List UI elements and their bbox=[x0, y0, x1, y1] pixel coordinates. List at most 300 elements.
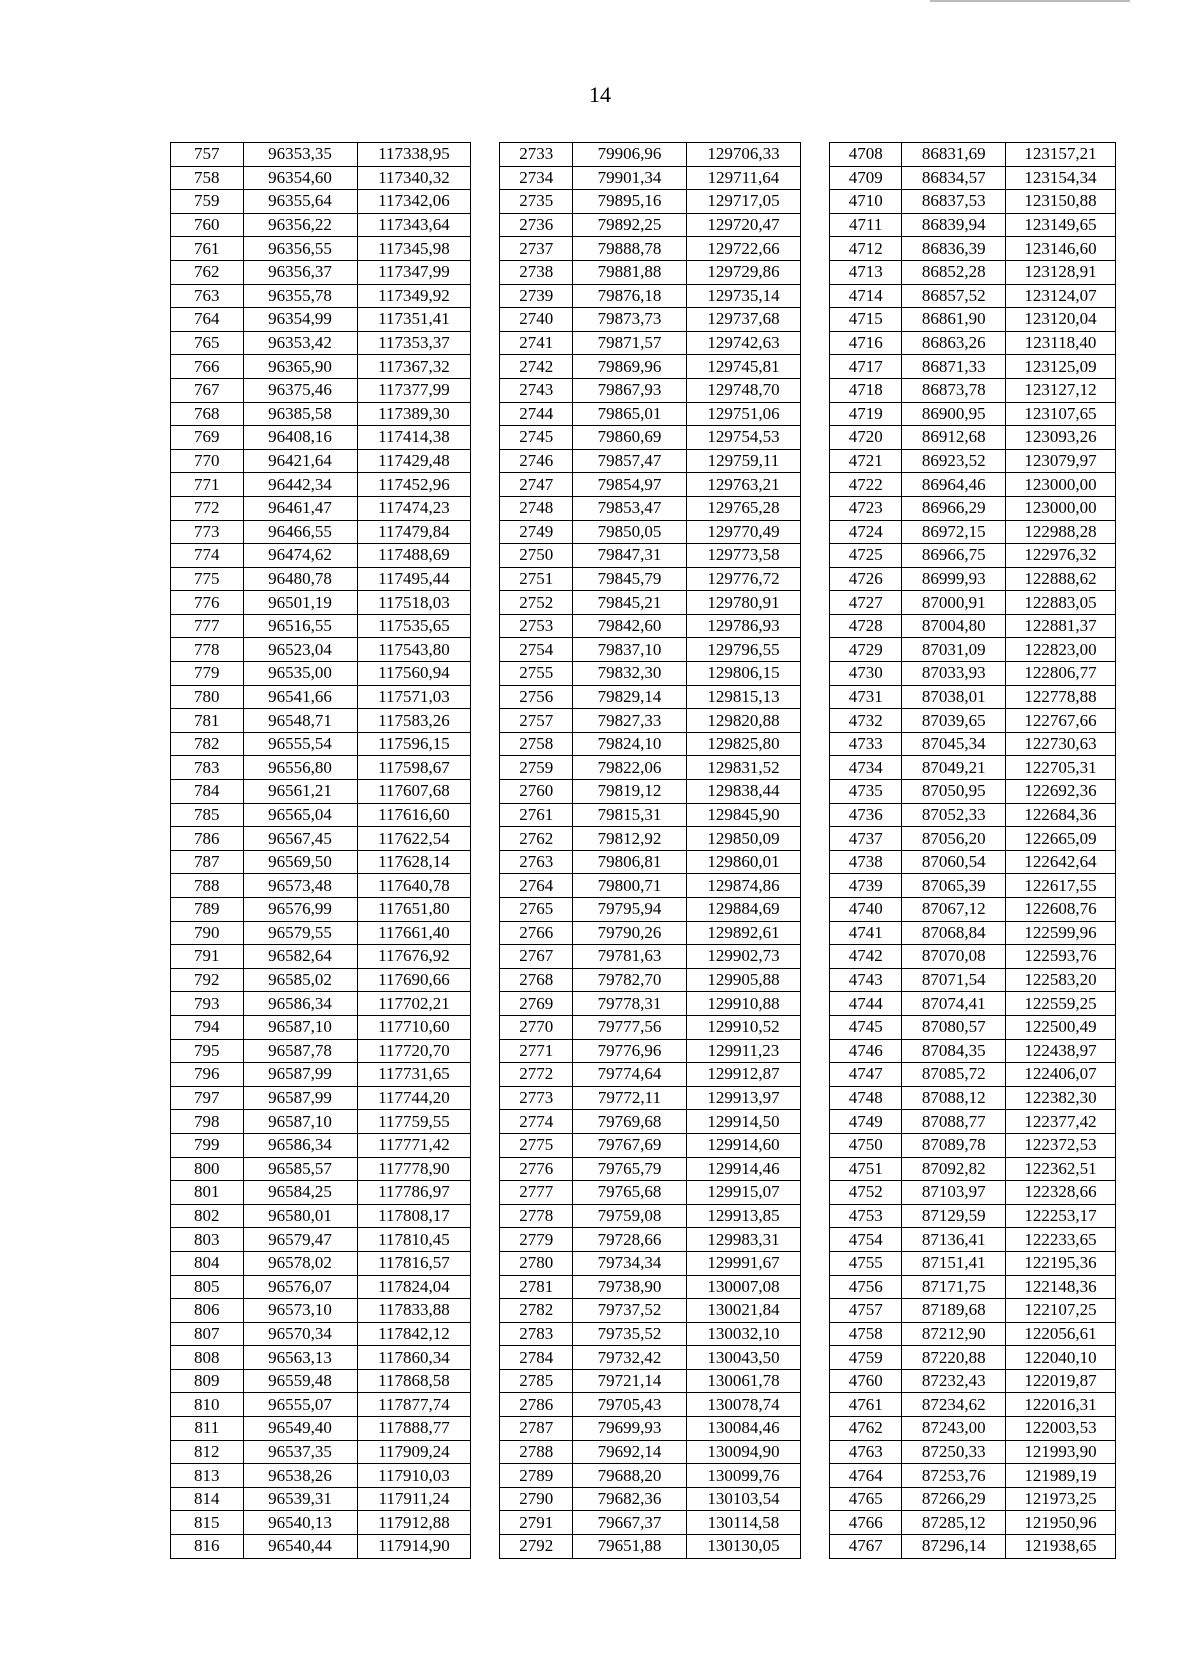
x-coordinate-cell: 87060,54 bbox=[902, 850, 1006, 874]
x-coordinate-cell: 96356,22 bbox=[243, 213, 357, 237]
x-coordinate-cell: 87074,41 bbox=[902, 992, 1006, 1016]
x-coordinate-cell: 96501,19 bbox=[243, 591, 357, 615]
point-number-cell: 4735 bbox=[829, 780, 902, 804]
y-coordinate-cell: 122608,76 bbox=[1006, 898, 1116, 922]
point-number-cell: 786 bbox=[171, 827, 244, 851]
column-group-gap bbox=[800, 1015, 829, 1039]
column-group-gap bbox=[800, 190, 829, 214]
point-number-cell: 2738 bbox=[500, 260, 573, 284]
point-number-cell: 2770 bbox=[500, 1015, 573, 1039]
table-row bbox=[171, 1133, 1116, 1157]
x-coordinate-cell: 86900,95 bbox=[902, 402, 1006, 426]
y-coordinate-cell: 130103,54 bbox=[686, 1487, 800, 1511]
x-coordinate-cell: 79759,08 bbox=[573, 1204, 687, 1228]
y-coordinate-cell: 121993,90 bbox=[1006, 1440, 1116, 1464]
table-row bbox=[171, 520, 1116, 544]
column-group-gap bbox=[800, 921, 829, 945]
point-number-cell: 801 bbox=[171, 1181, 244, 1205]
y-coordinate-cell: 117342,06 bbox=[357, 190, 471, 214]
page-number: 14 bbox=[589, 82, 611, 107]
y-coordinate-cell: 129806,15 bbox=[686, 662, 800, 686]
point-number-cell: 792 bbox=[171, 968, 244, 992]
column-group-gap bbox=[471, 638, 500, 662]
y-coordinate-cell: 130061,78 bbox=[686, 1369, 800, 1393]
y-coordinate-cell: 117824,04 bbox=[357, 1275, 471, 1299]
x-coordinate-cell: 96556,80 bbox=[243, 756, 357, 780]
table-row bbox=[171, 732, 1116, 756]
y-coordinate-cell: 129742,63 bbox=[686, 331, 800, 355]
x-coordinate-cell: 96540,13 bbox=[243, 1511, 357, 1535]
x-coordinate-cell: 96573,48 bbox=[243, 874, 357, 898]
y-coordinate-cell: 129845,90 bbox=[686, 803, 800, 827]
column-group-gap bbox=[800, 898, 829, 922]
point-number-cell: 802 bbox=[171, 1204, 244, 1228]
column-group-gap bbox=[800, 331, 829, 355]
column-group-gap bbox=[800, 166, 829, 190]
point-number-cell: 4736 bbox=[829, 803, 902, 827]
y-coordinate-cell: 122253,17 bbox=[1006, 1204, 1116, 1228]
y-coordinate-cell: 117389,30 bbox=[357, 402, 471, 426]
column-group-gap bbox=[471, 378, 500, 402]
x-coordinate-cell: 79735,52 bbox=[573, 1322, 687, 1346]
point-number-cell: 782 bbox=[171, 732, 244, 756]
y-coordinate-cell: 129831,52 bbox=[686, 756, 800, 780]
column-group-gap bbox=[471, 190, 500, 214]
point-number-cell: 4725 bbox=[829, 544, 902, 568]
table-row bbox=[171, 1417, 1116, 1441]
point-number-cell: 4752 bbox=[829, 1181, 902, 1205]
column-group-gap bbox=[800, 378, 829, 402]
y-coordinate-cell: 122806,77 bbox=[1006, 662, 1116, 686]
point-number-cell: 763 bbox=[171, 284, 244, 308]
point-number-cell: 797 bbox=[171, 1086, 244, 1110]
column-group-gap bbox=[800, 1181, 829, 1205]
x-coordinate-cell: 79776,96 bbox=[573, 1039, 687, 1063]
x-coordinate-cell: 96408,16 bbox=[243, 426, 357, 450]
y-coordinate-cell: 129884,69 bbox=[686, 898, 800, 922]
point-number-cell: 4718 bbox=[829, 378, 902, 402]
column-group-gap bbox=[800, 709, 829, 733]
point-number-cell: 814 bbox=[171, 1487, 244, 1511]
x-coordinate-cell: 96385,58 bbox=[243, 402, 357, 426]
x-coordinate-cell: 96570,34 bbox=[243, 1322, 357, 1346]
column-group-gap bbox=[471, 1417, 500, 1441]
x-coordinate-cell: 87068,84 bbox=[902, 921, 1006, 945]
table-row bbox=[171, 402, 1116, 426]
y-coordinate-cell: 117810,45 bbox=[357, 1228, 471, 1252]
point-number-cell: 2762 bbox=[500, 827, 573, 851]
point-number-cell: 783 bbox=[171, 756, 244, 780]
point-number-cell: 4741 bbox=[829, 921, 902, 945]
y-coordinate-cell: 117651,80 bbox=[357, 898, 471, 922]
column-group-gap bbox=[471, 331, 500, 355]
x-coordinate-cell: 96586,34 bbox=[243, 992, 357, 1016]
point-number-cell: 4727 bbox=[829, 591, 902, 615]
x-coordinate-cell: 87065,39 bbox=[902, 874, 1006, 898]
x-coordinate-cell: 87067,12 bbox=[902, 898, 1006, 922]
y-coordinate-cell: 129706,33 bbox=[686, 143, 800, 167]
point-number-cell: 809 bbox=[171, 1369, 244, 1393]
point-number-cell: 811 bbox=[171, 1417, 244, 1441]
y-coordinate-cell: 123128,91 bbox=[1006, 260, 1116, 284]
column-group-gap bbox=[471, 1275, 500, 1299]
point-number-cell: 2758 bbox=[500, 732, 573, 756]
y-coordinate-cell: 117338,95 bbox=[357, 143, 471, 167]
y-coordinate-cell: 123127,12 bbox=[1006, 378, 1116, 402]
table-row bbox=[171, 237, 1116, 261]
point-number-cell: 2760 bbox=[500, 780, 573, 804]
point-number-cell: 787 bbox=[171, 850, 244, 874]
x-coordinate-cell: 79832,30 bbox=[573, 662, 687, 686]
x-coordinate-cell: 79688,20 bbox=[573, 1464, 687, 1488]
table-row bbox=[171, 803, 1116, 827]
column-group-gap bbox=[471, 709, 500, 733]
y-coordinate-cell: 130114,58 bbox=[686, 1511, 800, 1535]
x-coordinate-cell: 87136,41 bbox=[902, 1228, 1006, 1252]
point-number-cell: 4744 bbox=[829, 992, 902, 1016]
column-group-gap bbox=[800, 1322, 829, 1346]
y-coordinate-cell: 129914,46 bbox=[686, 1157, 800, 1181]
point-number-cell: 789 bbox=[171, 898, 244, 922]
y-coordinate-cell: 129914,60 bbox=[686, 1133, 800, 1157]
point-number-cell: 2778 bbox=[500, 1204, 573, 1228]
column-group-gap bbox=[471, 1511, 500, 1535]
table-row bbox=[171, 166, 1116, 190]
column-group-gap bbox=[471, 1086, 500, 1110]
x-coordinate-cell: 87000,91 bbox=[902, 591, 1006, 615]
point-number-cell: 2781 bbox=[500, 1275, 573, 1299]
column-group-gap bbox=[800, 1487, 829, 1511]
y-coordinate-cell: 122976,32 bbox=[1006, 544, 1116, 568]
x-coordinate-cell: 96573,10 bbox=[243, 1299, 357, 1323]
point-number-cell: 2765 bbox=[500, 898, 573, 922]
column-group-gap bbox=[471, 1369, 500, 1393]
y-coordinate-cell: 123120,04 bbox=[1006, 308, 1116, 332]
point-number-cell: 2750 bbox=[500, 544, 573, 568]
x-coordinate-cell: 79692,14 bbox=[573, 1440, 687, 1464]
point-number-cell: 2734 bbox=[500, 166, 573, 190]
point-number-cell: 2759 bbox=[500, 756, 573, 780]
y-coordinate-cell: 122988,28 bbox=[1006, 520, 1116, 544]
y-coordinate-cell: 129860,01 bbox=[686, 850, 800, 874]
point-number-cell: 4751 bbox=[829, 1157, 902, 1181]
point-number-cell: 781 bbox=[171, 709, 244, 733]
table-row bbox=[171, 1464, 1116, 1488]
y-coordinate-cell: 129717,05 bbox=[686, 190, 800, 214]
x-coordinate-cell: 87084,35 bbox=[902, 1039, 1006, 1063]
point-number-cell: 772 bbox=[171, 496, 244, 520]
y-coordinate-cell: 122617,55 bbox=[1006, 874, 1116, 898]
x-coordinate-cell: 79795,94 bbox=[573, 898, 687, 922]
y-coordinate-cell: 130130,05 bbox=[686, 1535, 800, 1559]
table-row bbox=[171, 213, 1116, 237]
x-coordinate-cell: 79815,31 bbox=[573, 803, 687, 827]
y-coordinate-cell: 122881,37 bbox=[1006, 614, 1116, 638]
column-group-gap bbox=[800, 308, 829, 332]
point-number-cell: 4749 bbox=[829, 1110, 902, 1134]
y-coordinate-cell: 129911,23 bbox=[686, 1039, 800, 1063]
point-number-cell: 4757 bbox=[829, 1299, 902, 1323]
x-coordinate-cell: 79824,10 bbox=[573, 732, 687, 756]
x-coordinate-cell: 86836,39 bbox=[902, 237, 1006, 261]
point-number-cell: 794 bbox=[171, 1015, 244, 1039]
y-coordinate-cell: 117786,97 bbox=[357, 1181, 471, 1205]
point-number-cell: 2749 bbox=[500, 520, 573, 544]
table-row bbox=[171, 1228, 1116, 1252]
x-coordinate-cell: 79857,47 bbox=[573, 449, 687, 473]
column-group-gap bbox=[471, 685, 500, 709]
point-number-cell: 768 bbox=[171, 402, 244, 426]
y-coordinate-cell: 117598,67 bbox=[357, 756, 471, 780]
x-coordinate-cell: 86966,29 bbox=[902, 496, 1006, 520]
x-coordinate-cell: 96353,35 bbox=[243, 143, 357, 167]
column-group-gap bbox=[800, 1157, 829, 1181]
point-number-cell: 2756 bbox=[500, 685, 573, 709]
y-coordinate-cell: 129820,88 bbox=[686, 709, 800, 733]
point-number-cell: 766 bbox=[171, 355, 244, 379]
point-number-cell: 4726 bbox=[829, 567, 902, 591]
x-coordinate-cell: 79837,10 bbox=[573, 638, 687, 662]
y-coordinate-cell: 117640,78 bbox=[357, 874, 471, 898]
y-coordinate-cell: 117676,92 bbox=[357, 945, 471, 969]
x-coordinate-cell: 96549,40 bbox=[243, 1417, 357, 1441]
column-group-gap bbox=[471, 426, 500, 450]
column-group-gap bbox=[800, 756, 829, 780]
y-coordinate-cell: 122056,61 bbox=[1006, 1322, 1116, 1346]
column-group-gap bbox=[471, 874, 500, 898]
point-number-cell: 4719 bbox=[829, 402, 902, 426]
x-coordinate-cell: 79705,43 bbox=[573, 1393, 687, 1417]
point-number-cell: 779 bbox=[171, 662, 244, 686]
point-number-cell: 784 bbox=[171, 780, 244, 804]
point-number-cell: 813 bbox=[171, 1464, 244, 1488]
x-coordinate-cell: 96579,55 bbox=[243, 921, 357, 945]
y-coordinate-cell: 117414,38 bbox=[357, 426, 471, 450]
column-group-gap bbox=[471, 732, 500, 756]
column-group-gap bbox=[471, 1535, 500, 1559]
x-coordinate-cell: 86999,93 bbox=[902, 567, 1006, 591]
column-group-gap bbox=[471, 803, 500, 827]
point-number-cell: 806 bbox=[171, 1299, 244, 1323]
point-number-cell: 2741 bbox=[500, 331, 573, 355]
y-coordinate-cell: 117596,15 bbox=[357, 732, 471, 756]
point-number-cell: 807 bbox=[171, 1322, 244, 1346]
point-number-cell: 4710 bbox=[829, 190, 902, 214]
x-coordinate-cell: 79738,90 bbox=[573, 1275, 687, 1299]
point-number-cell: 2785 bbox=[500, 1369, 573, 1393]
x-coordinate-cell: 87050,95 bbox=[902, 780, 1006, 804]
y-coordinate-cell: 122593,76 bbox=[1006, 945, 1116, 969]
y-coordinate-cell: 129759,11 bbox=[686, 449, 800, 473]
x-coordinate-cell: 79895,16 bbox=[573, 190, 687, 214]
point-number-cell: 788 bbox=[171, 874, 244, 898]
y-coordinate-cell: 117571,03 bbox=[357, 685, 471, 709]
y-coordinate-cell: 130043,50 bbox=[686, 1346, 800, 1370]
y-coordinate-cell: 129838,44 bbox=[686, 780, 800, 804]
x-coordinate-cell: 86972,15 bbox=[902, 520, 1006, 544]
point-number-cell: 799 bbox=[171, 1133, 244, 1157]
x-coordinate-cell: 86873,78 bbox=[902, 378, 1006, 402]
point-number-cell: 2755 bbox=[500, 662, 573, 686]
point-number-cell: 4754 bbox=[829, 1228, 902, 1252]
x-coordinate-cell: 86871,33 bbox=[902, 355, 1006, 379]
point-number-cell: 2771 bbox=[500, 1039, 573, 1063]
y-coordinate-cell: 122705,31 bbox=[1006, 756, 1116, 780]
column-group-gap bbox=[800, 1251, 829, 1275]
x-coordinate-cell: 96587,10 bbox=[243, 1015, 357, 1039]
column-group-gap bbox=[471, 213, 500, 237]
x-coordinate-cell: 96538,26 bbox=[243, 1464, 357, 1488]
x-coordinate-cell: 96563,13 bbox=[243, 1346, 357, 1370]
point-number-cell: 810 bbox=[171, 1393, 244, 1417]
y-coordinate-cell: 117912,88 bbox=[357, 1511, 471, 1535]
column-group-gap bbox=[471, 1039, 500, 1063]
column-group-gap bbox=[471, 166, 500, 190]
y-coordinate-cell: 117661,40 bbox=[357, 921, 471, 945]
y-coordinate-cell: 123146,60 bbox=[1006, 237, 1116, 261]
point-number-cell: 773 bbox=[171, 520, 244, 544]
y-coordinate-cell: 122642,64 bbox=[1006, 850, 1116, 874]
x-coordinate-cell: 87220,88 bbox=[902, 1346, 1006, 1370]
x-coordinate-cell: 79781,63 bbox=[573, 945, 687, 969]
y-coordinate-cell: 129720,47 bbox=[686, 213, 800, 237]
point-number-cell: 761 bbox=[171, 237, 244, 261]
x-coordinate-cell: 87089,78 bbox=[902, 1133, 1006, 1157]
point-number-cell: 2752 bbox=[500, 591, 573, 615]
point-number-cell: 4721 bbox=[829, 449, 902, 473]
point-number-cell: 765 bbox=[171, 331, 244, 355]
y-coordinate-cell: 117833,88 bbox=[357, 1299, 471, 1323]
point-number-cell: 4748 bbox=[829, 1086, 902, 1110]
x-coordinate-cell: 79774,64 bbox=[573, 1063, 687, 1087]
point-number-cell: 4729 bbox=[829, 638, 902, 662]
x-coordinate-cell: 96578,02 bbox=[243, 1251, 357, 1275]
point-number-cell: 774 bbox=[171, 544, 244, 568]
y-coordinate-cell: 129722,66 bbox=[686, 237, 800, 261]
x-coordinate-cell: 79881,88 bbox=[573, 260, 687, 284]
x-coordinate-cell: 86831,69 bbox=[902, 143, 1006, 167]
y-coordinate-cell: 117353,37 bbox=[357, 331, 471, 355]
y-coordinate-cell: 117909,24 bbox=[357, 1440, 471, 1464]
y-coordinate-cell: 129751,06 bbox=[686, 402, 800, 426]
y-coordinate-cell: 129780,91 bbox=[686, 591, 800, 615]
y-coordinate-cell: 117535,65 bbox=[357, 614, 471, 638]
point-number-cell: 2744 bbox=[500, 402, 573, 426]
x-coordinate-cell: 79876,18 bbox=[573, 284, 687, 308]
column-group-gap bbox=[471, 780, 500, 804]
column-group-gap bbox=[800, 473, 829, 497]
x-coordinate-cell: 79867,93 bbox=[573, 378, 687, 402]
point-number-cell: 4767 bbox=[829, 1535, 902, 1559]
x-coordinate-cell: 96576,99 bbox=[243, 898, 357, 922]
point-number-cell: 4742 bbox=[829, 945, 902, 969]
column-group-gap bbox=[471, 473, 500, 497]
column-group-gap bbox=[800, 449, 829, 473]
table-row bbox=[171, 968, 1116, 992]
x-coordinate-cell: 96523,04 bbox=[243, 638, 357, 662]
x-coordinate-cell: 86912,68 bbox=[902, 426, 1006, 450]
point-number-cell: 4708 bbox=[829, 143, 902, 167]
y-coordinate-cell: 130021,84 bbox=[686, 1299, 800, 1323]
column-group-gap bbox=[471, 1464, 500, 1488]
x-coordinate-cell: 96466,55 bbox=[243, 520, 357, 544]
table-row bbox=[171, 756, 1116, 780]
table-row bbox=[171, 378, 1116, 402]
y-coordinate-cell: 129748,70 bbox=[686, 378, 800, 402]
y-coordinate-cell: 122372,53 bbox=[1006, 1133, 1116, 1157]
point-number-cell: 775 bbox=[171, 567, 244, 591]
point-number-cell: 4716 bbox=[829, 331, 902, 355]
y-coordinate-cell: 117911,24 bbox=[357, 1487, 471, 1511]
y-coordinate-cell: 117622,54 bbox=[357, 827, 471, 851]
column-group-gap bbox=[471, 1487, 500, 1511]
y-coordinate-cell: 117543,80 bbox=[357, 638, 471, 662]
y-coordinate-cell: 129902,73 bbox=[686, 945, 800, 969]
y-coordinate-cell: 129983,31 bbox=[686, 1228, 800, 1252]
point-number-cell: 2761 bbox=[500, 803, 573, 827]
x-coordinate-cell: 79721,14 bbox=[573, 1369, 687, 1393]
y-coordinate-cell: 117560,94 bbox=[357, 662, 471, 686]
point-number-cell: 4763 bbox=[829, 1440, 902, 1464]
x-coordinate-cell: 86839,94 bbox=[902, 213, 1006, 237]
point-number-cell: 804 bbox=[171, 1251, 244, 1275]
table-row bbox=[171, 992, 1116, 1016]
x-coordinate-cell: 79827,33 bbox=[573, 709, 687, 733]
x-coordinate-cell: 79767,69 bbox=[573, 1133, 687, 1157]
column-group-gap bbox=[471, 1015, 500, 1039]
y-coordinate-cell: 117808,17 bbox=[357, 1204, 471, 1228]
x-coordinate-cell: 96580,01 bbox=[243, 1204, 357, 1228]
point-number-cell: 2751 bbox=[500, 567, 573, 591]
x-coordinate-cell: 79860,69 bbox=[573, 426, 687, 450]
column-group-gap bbox=[800, 520, 829, 544]
table-row bbox=[171, 1511, 1116, 1535]
point-number-cell: 4723 bbox=[829, 496, 902, 520]
y-coordinate-cell: 122040,10 bbox=[1006, 1346, 1116, 1370]
point-number-cell: 4733 bbox=[829, 732, 902, 756]
x-coordinate-cell: 96480,78 bbox=[243, 567, 357, 591]
column-group-gap bbox=[471, 921, 500, 945]
point-number-cell: 2790 bbox=[500, 1487, 573, 1511]
x-coordinate-cell: 87129,59 bbox=[902, 1204, 1006, 1228]
point-number-cell: 4746 bbox=[829, 1039, 902, 1063]
x-coordinate-cell: 96584,25 bbox=[243, 1181, 357, 1205]
y-coordinate-cell: 123149,65 bbox=[1006, 213, 1116, 237]
point-number-cell: 4765 bbox=[829, 1487, 902, 1511]
point-number-cell: 2791 bbox=[500, 1511, 573, 1535]
column-group-gap bbox=[471, 402, 500, 426]
y-coordinate-cell: 122233,65 bbox=[1006, 1228, 1116, 1252]
x-coordinate-cell: 79728,66 bbox=[573, 1228, 687, 1252]
table-row bbox=[171, 260, 1116, 284]
column-group-gap bbox=[471, 1181, 500, 1205]
column-group-gap bbox=[471, 827, 500, 851]
x-coordinate-cell: 87243,00 bbox=[902, 1417, 1006, 1441]
x-coordinate-cell: 96356,55 bbox=[243, 237, 357, 261]
x-coordinate-cell: 79778,31 bbox=[573, 992, 687, 1016]
table-row bbox=[171, 638, 1116, 662]
column-group-gap bbox=[800, 284, 829, 308]
x-coordinate-cell: 96561,21 bbox=[243, 780, 357, 804]
y-coordinate-cell: 117583,26 bbox=[357, 709, 471, 733]
x-coordinate-cell: 87045,34 bbox=[902, 732, 1006, 756]
y-coordinate-cell: 117367,32 bbox=[357, 355, 471, 379]
x-coordinate-cell: 87171,75 bbox=[902, 1275, 1006, 1299]
table-row bbox=[171, 449, 1116, 473]
point-number-cell: 2743 bbox=[500, 378, 573, 402]
column-group-gap bbox=[800, 1133, 829, 1157]
column-group-gap bbox=[800, 732, 829, 756]
